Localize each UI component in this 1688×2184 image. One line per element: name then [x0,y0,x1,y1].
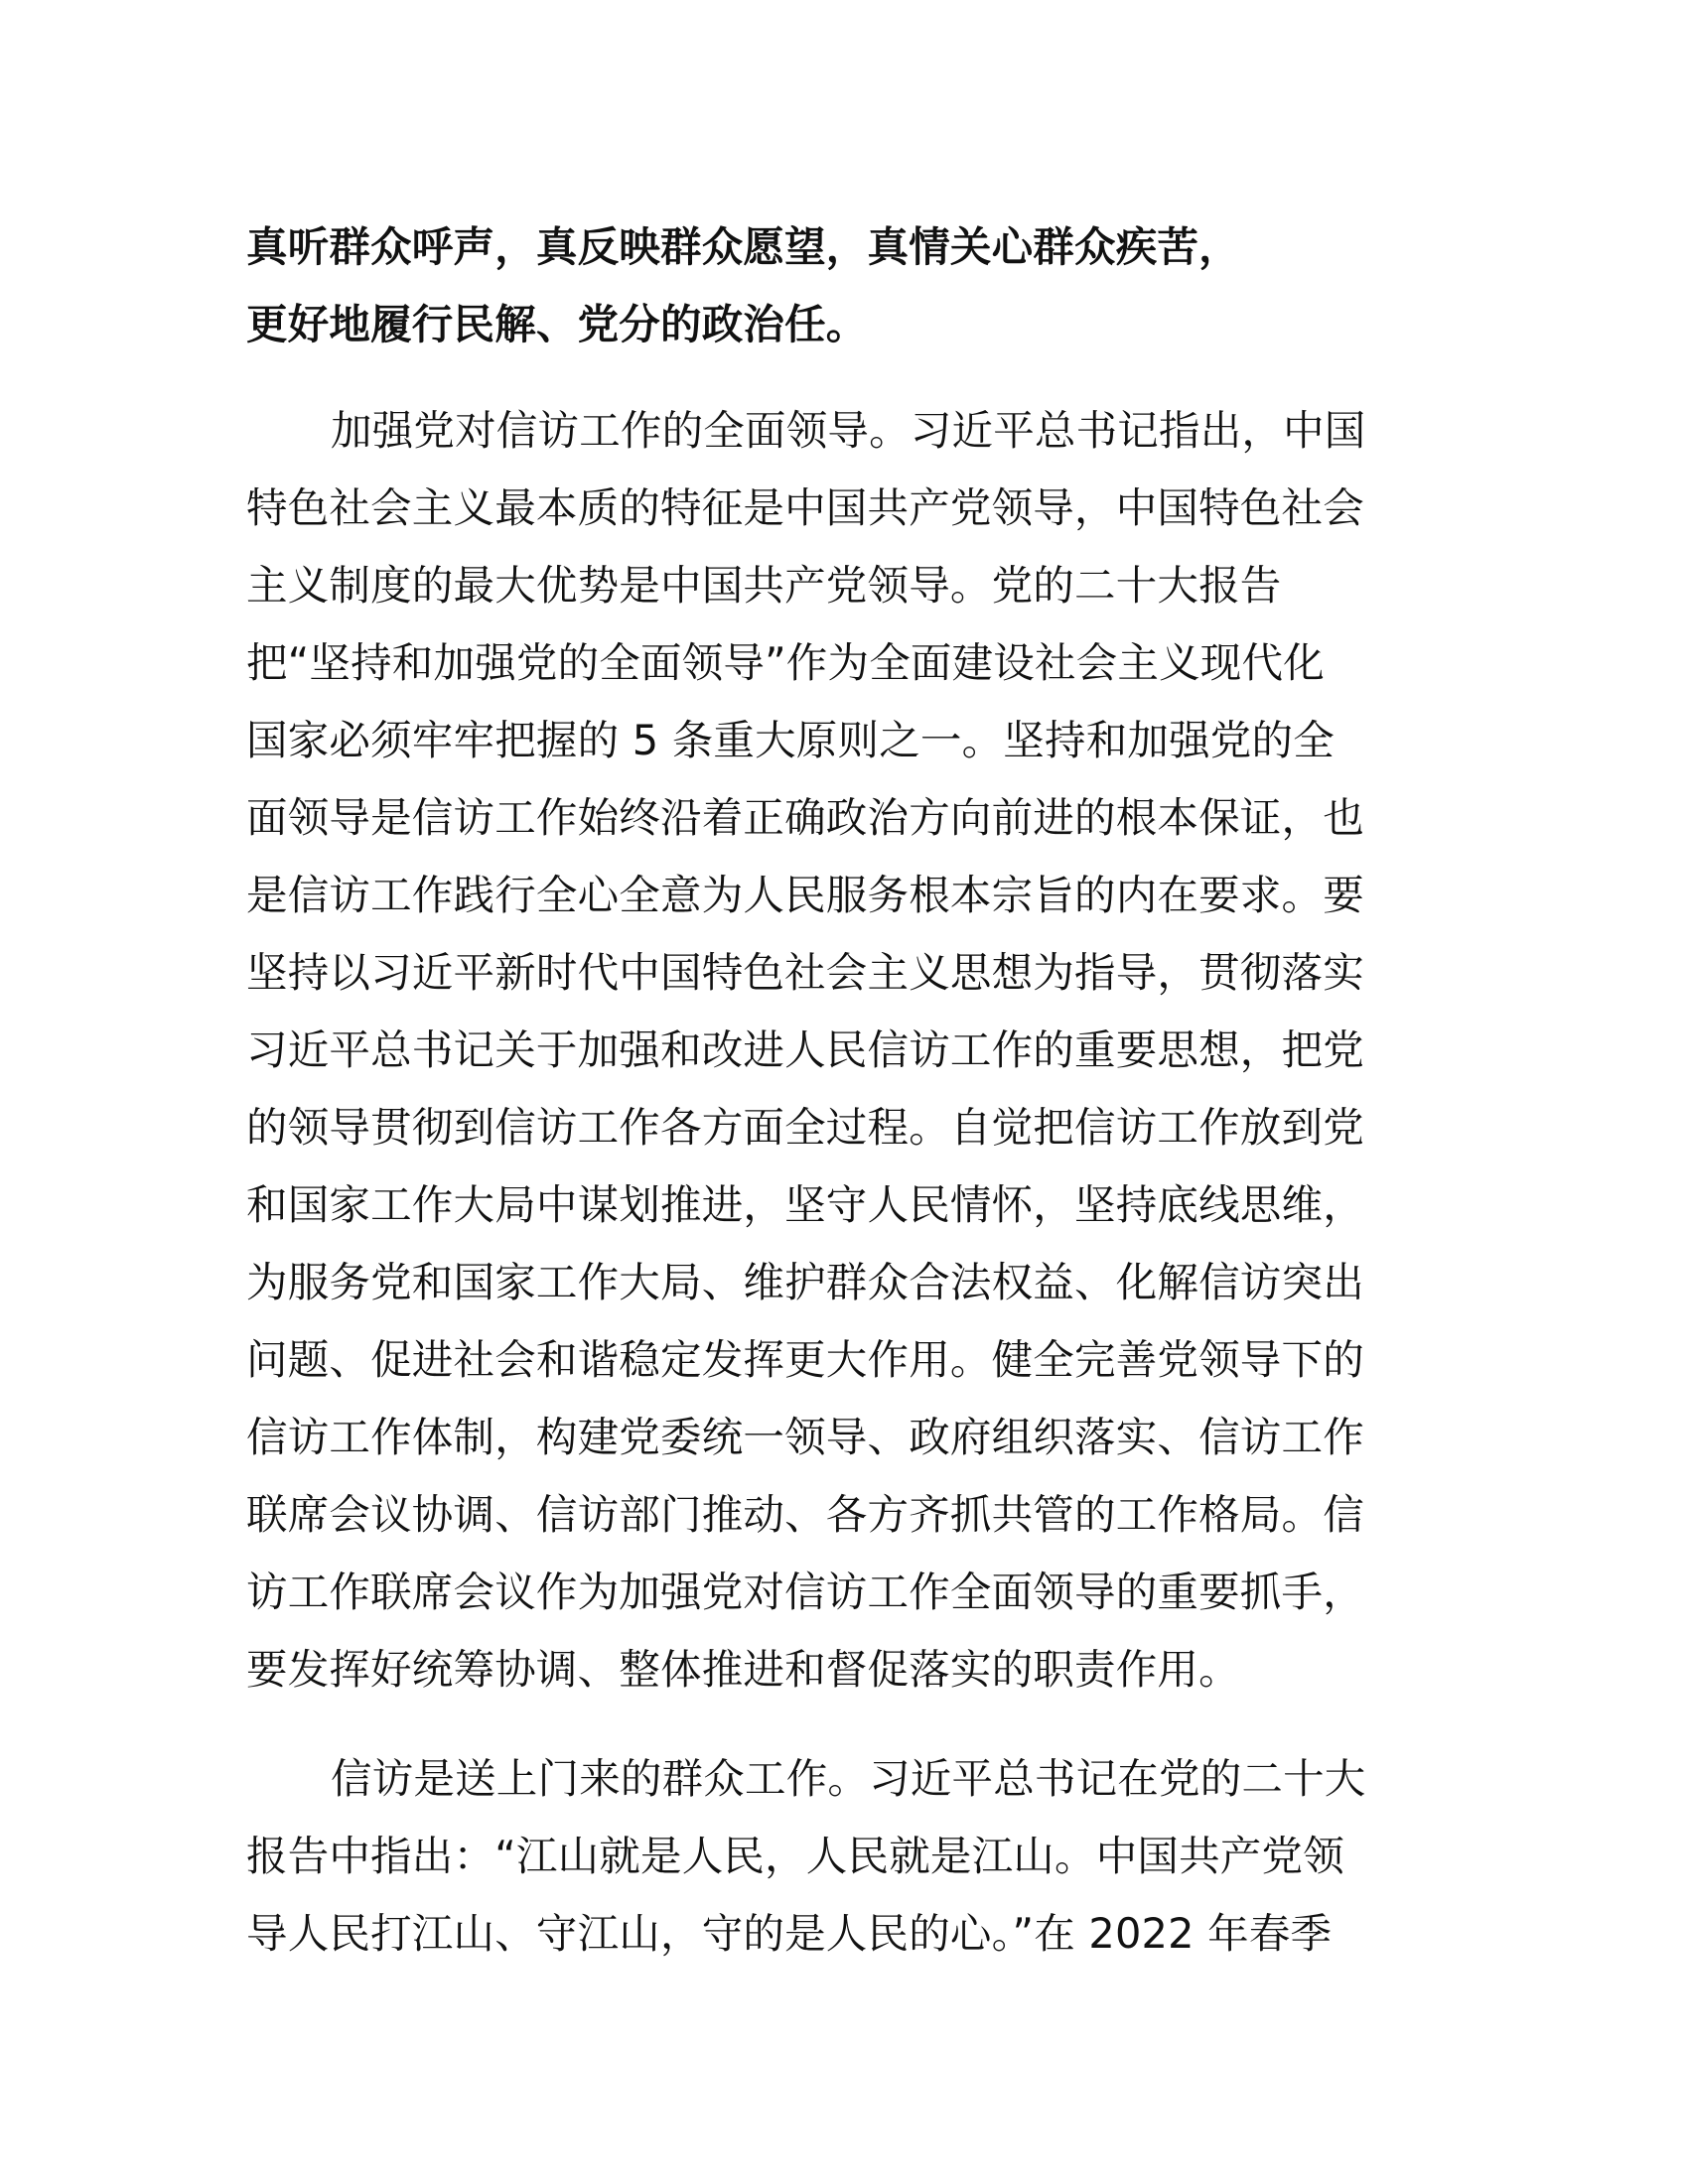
paragraph-2-line-2: 报告中指出：“江山就是人民，人民就是江山。中国共产党领 [246,1832,1344,1880]
paragraph-1-line-11: 和国家工作大局中谋划推进，坚守人民情怀，坚持底线思维， [246,1180,1364,1229]
paragraph-spacing [246,1708,1438,1740]
paragraph-1-line-8: 坚持以习近平新时代中国特色社会主义思想为指导，贯彻落实 [246,948,1364,997]
paragraph-1-line-5: 国家必须牢牢把握的 5 条重大原则之一。坚持和加强党的全 [246,716,1335,764]
paragraph-1-line-16: 访工作联席会议作为加强党对信访工作全面领导的重要抓手， [246,1568,1364,1616]
paragraph-2 [246,1740,1438,1973]
paragraph-1-line-4: 把“坚持和加强党的全面领导”作为全面建设社会主义现代化 [246,638,1325,687]
paragraph-1-line-7: 是信访工作践行全心全意为人民服务根本宗旨的内在要求。要 [246,871,1364,919]
intro-line-1: 真听群众呼声，真反映群众愿望，真情关心群众疾苦， [246,222,1240,271]
paragraph-1-line-3: 主义制度的最大优势是中国共产党领导。党的二十大报告 [246,561,1282,610]
intro-block [246,208,1438,363]
paragraph-1 [246,392,1438,1708]
paragraph-1-line-17: 要发挥好统筹协调、整体推进和督促落实的职责作用。 [246,1645,1240,1694]
paragraph-2-line-3: 导人民打江山、守江山，守的是人民的心。”在 2022 年春季 [246,1909,1333,1958]
paragraph-1-line-13: 问题、促进社会和谐稳定发挥更大作用。健全完善党领导下的 [246,1335,1364,1384]
paragraph-1-line-2: 特色社会主义最本质的特征是中国共产党领导，中国特色社会 [246,483,1364,532]
intro-line-2: 更好地履行民解、党分的政治任。 [246,300,868,348]
paragraph-1-line-15: 联席会议协调、信访部门推动、各方齐抓共管的工作格局。信 [246,1490,1364,1539]
paragraph-1-line-10: 的领导贯彻到信访工作各方面全过程。自觉把信访工作放到党 [246,1103,1364,1152]
paragraph-2-line-1: 信访是送上门来的群众工作。习近平总书记在党的二十大 [331,1754,1366,1803]
paragraph-1-line-12: 为服务党和国家工作大局、维护群众合法权益、化解信访突出 [246,1258,1364,1306]
paragraph-1-line-9: 习近平总书记关于加强和改进人民信访工作的重要思想，把党 [246,1025,1364,1074]
paragraph-spacing [246,363,1438,392]
paragraph-1-line-14: 信访工作体制，构建党委统一领导、政府组织落实、信访工作 [246,1413,1364,1461]
document-page [246,208,1438,1973]
paragraph-1-line-1: 加强党对信访工作的全面领导。习近平总书记指出，中国 [331,406,1366,455]
paragraph-1-line-6: 面领导是信访工作始终沿着正确政治方向前进的根本保证，也 [246,793,1364,842]
